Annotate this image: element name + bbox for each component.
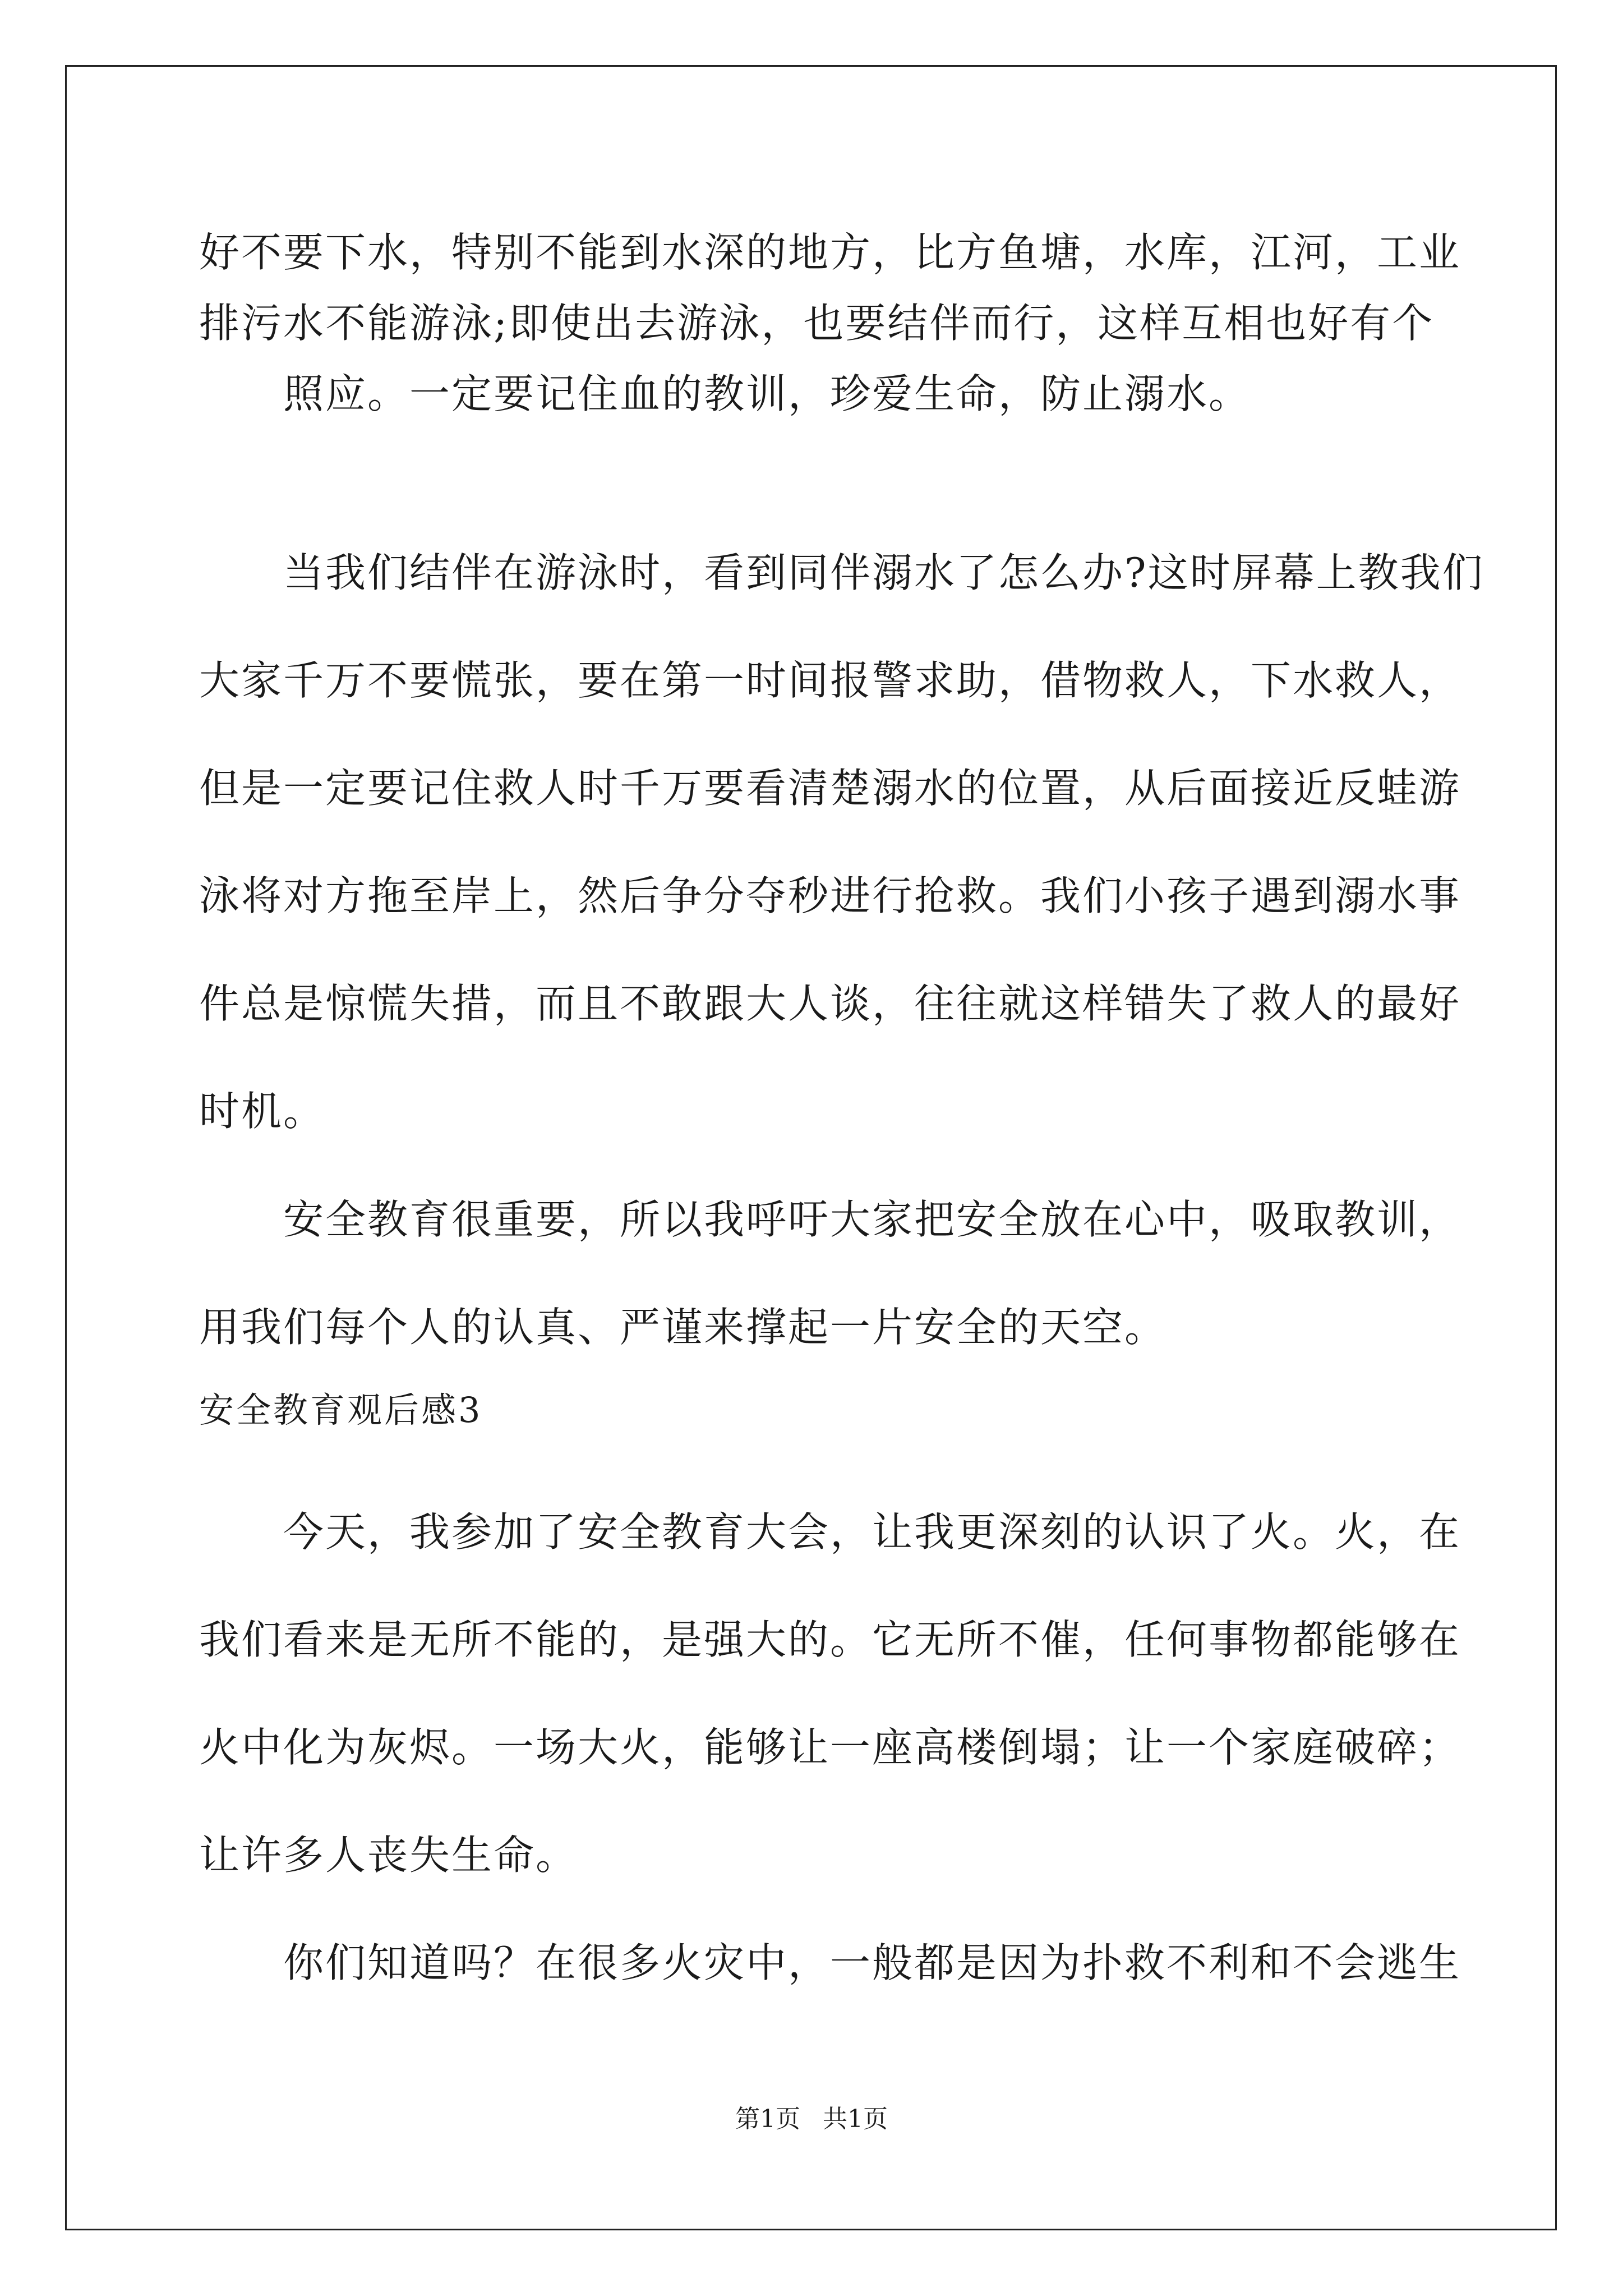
text-line-8: 件总是惊慌失措，而且不敢跟大人谈，往往就这样错失了救人的最好 [199, 980, 1461, 1027]
text-line-15: 让许多人丧失生命。 [199, 1832, 578, 1879]
text-line-11: 用我们每个人的认真、严谨来撑起一片安全的天空。 [199, 1304, 1167, 1351]
page-number-total: 共1页 [823, 2105, 888, 2133]
text-line-13: 我们看来是无所不能的，是强大的。它无所不催，任何事物都能够在 [199, 1616, 1461, 1663]
text-line-9: 时机。 [199, 1088, 326, 1135]
text-line-4: 当我们结伴在游泳时，看到同伴溺水了怎么办?这时屏幕上教我们 [283, 549, 1484, 596]
section-heading: 安全教育观后感3 [199, 1389, 483, 1430]
text-line-12: 今天，我参加了安全教育大会，让我更深刻的认识了火。火，在 [283, 1508, 1461, 1556]
text-line-16: 你们知道吗？在很多火灾中，一般都是因为扑救不利和不会逃生 [283, 1939, 1461, 1986]
text-line-14: 火中化为灰烬。一场大火，能够让一座高楼倒塌；让一个家庭破碎； [199, 1724, 1461, 1771]
page-number-current: 第1页 [735, 2105, 800, 2133]
text-line-6: 但是一定要记住救人时千万要看清楚溺水的位置，从后面接近反蛙游 [199, 765, 1461, 812]
text-line-7: 泳将对方拖至岸上，然后争分夺秒进行抢救。我们小孩子遇到溺水事 [199, 872, 1461, 919]
text-line-5: 大家千万不要慌张，要在第一时间报警求助，借物救人，下水救人， [199, 657, 1461, 704]
page-footer [0, 2102, 1623, 2136]
text-line-2: 排污水不能游泳;即使出去游泳，也要结伴而行，这样互相也好有个 [199, 300, 1435, 347]
text-line-3: 照应。一定要记住血的教训，珍爱生命，防止溺水。 [283, 370, 1251, 417]
text-line-1: 好不要下水，特别不能到水深的地方，比方鱼塘，水库，江河，工业 [199, 229, 1461, 276]
text-line-10: 安全教育很重要，所以我呼吁大家把安全放在心中，吸取教训， [283, 1196, 1461, 1243]
